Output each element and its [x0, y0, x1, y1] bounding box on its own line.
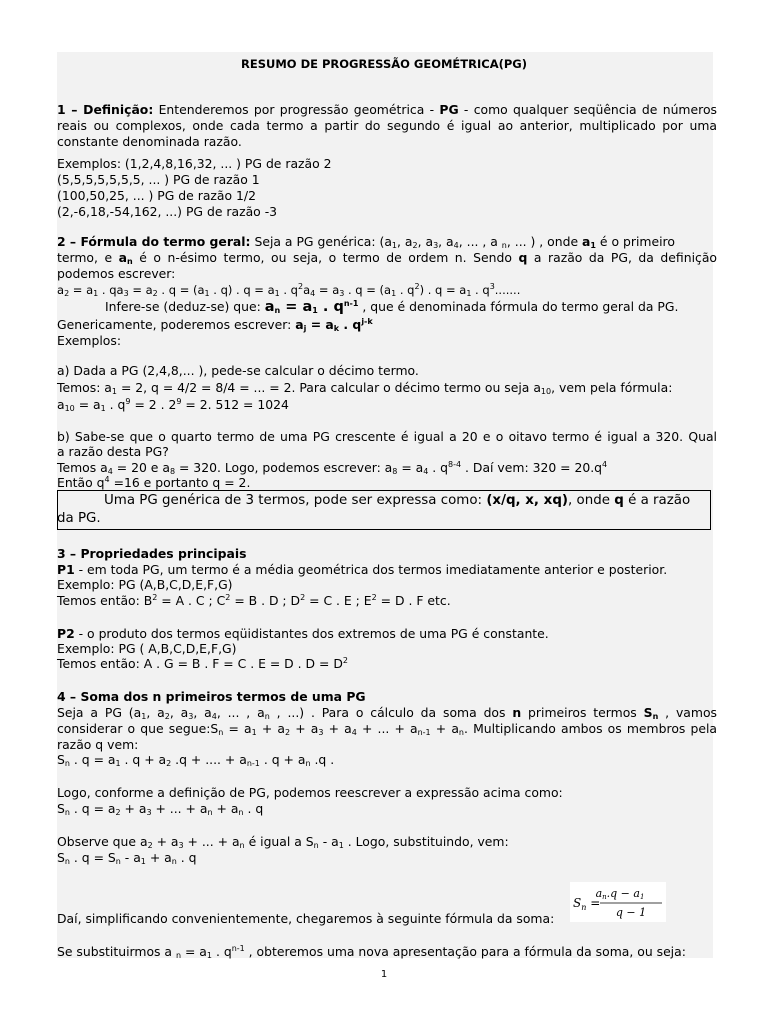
s4-line1: Seja a PG ($a_1$, $a_2$, $a_3$, $a_4$, ... , $a_n$ , ...) . Para o cálculo da soma dos n primeiros termos $S_n$ , vamos — [57, 705, 717, 721]
sum-formula — [570, 882, 666, 922]
s4-line9: Daí, simplificando convenientemente, chegaremos à seguinte fórmula da soma: — [57, 911, 555, 926]
s2-examples-label: Exemplos: — [57, 333, 121, 348]
s4-line5: Logo, conforme a definição de PG, podemos reescrever a expressão acima como: — [57, 785, 563, 800]
box-line1: Uma PG genérica de 3 termos, pode ser expressa como: (x/q, x, xq), onde q é a razão — [104, 493, 691, 508]
s2-ex-b2: a razão desta PG? — [57, 444, 169, 459]
page-title: RESUMO DE PROGRESSÃO GEOMÉTRICA(PG) — [241, 57, 527, 71]
s2-line3: podemos escrever: — [57, 266, 176, 281]
s2-ex-a3: $a_{10} = a_1$ . $q^9 = 2$ . $2^9 = 2$. 512 = 1024 — [57, 397, 289, 413]
s1-example-1: Exemplos: (1,2,4,8,16,32, ... ) PG de razão 2 — [57, 156, 332, 171]
s1-line2: reais ou complexos, onde cada termo a partir do segundo é igual ao anterior, multiplicado por uma — [57, 118, 717, 133]
s4-line10: Se substituirmos a $_n = a_1$ . $q^{n-1}$ , obteremos uma nova apresentação para a fórmula da soma, ou seja: — [57, 944, 686, 960]
s4-line6: $S_n$ . $q = a_2 + a_3$ + ... + $a_n + a_n$ . q — [57, 801, 264, 817]
s3-p1-result: Temos então: $B^2 = A$ . C ; $C^2 = B$ . D ; $D^2 = C$ . E ; $E^2 = D$ . F etc. — [57, 593, 451, 608]
s1-example-3: (100,50,25, ... ) PG de razão 1/2 — [57, 188, 256, 203]
box-line2: da PG. — [57, 511, 101, 526]
s2-recurrence: $a_2 = a_1$ . $qa_3 = a_2$ . $q = (a_1$ . q) . $q = a_1$ . $q^2a_4 = a_3$ . $q = (a_1$ . $q^2$) . $q = a_1$ . $q^3$....... — [57, 282, 521, 298]
s1-example-4: (2,-6,18,-54,162, ...) PG de razão -3 — [57, 204, 278, 219]
general-term-formula: $a_n = a_1$ . $q^{n-1}$ — [264, 299, 359, 315]
s3-p2: P2 - o produto dos termos eqüidistantes dos extremos de uma PG é constante. — [57, 626, 549, 641]
s4-line2: considerar o que $segue:S_n = a_1 + a_2 + a_3 + a_4$ + ... + $a_{n-1} + a_n$. Multiplicando ambos os membros pela — [57, 721, 718, 737]
s2-line2: termo, e $a_n$ é o n-ésimo termo, ou seja, o termo de ordem n. Sendo q a razão da PG, da definição — [57, 250, 718, 266]
s3-p2-result: Temos então: A . G = B . F = C . E = D . $D = D^2$ — [57, 656, 348, 671]
s2-ex-b4: Então $q^4 =16$ e portanto q = 2. — [57, 475, 251, 490]
s4-line4: $S_n$ . $q = a_1$ . $q + a_2$ .q + .... + $a_{n-1}$ . $q + a_n$ .q . — [57, 752, 335, 768]
svg-text:an.q − a1: an.q − a1 — [595, 887, 645, 901]
s3-heading: 3 – Propriedades principais — [57, 546, 247, 561]
s4-heading: 4 – Soma dos n primeiros termos de uma PG — [57, 689, 366, 704]
s2-line1: 2 – Fórmula do termo geral: Seja a PG genérica: ($a_1$, $a_2$, $a_3$, $a_4$, ... , a $_n$, ... ) , onde $a_1$ é o primeiro — [57, 234, 675, 250]
s3-p1: P1 - em toda PG, um termo é a média geométrica dos termos imediatamente anterior e posterior. — [57, 562, 668, 577]
svg-text:Sn =: $S_n$ = — [573, 896, 601, 912]
s4-line3: razão q vem: — [57, 737, 139, 752]
s2-ex-a1: a) Dada a PG (2,4,8,... ), pede-se calcular o décimo termo. — [57, 363, 419, 378]
svg-text:q − 1: q − 1 — [615, 906, 647, 919]
s2-ex-b1: b) Sabe-se que o quarto termo de uma PG crescente é igual a 20 e o oitavo termo é igual a 320. Qual — [57, 429, 717, 444]
s2-generic-line: Genericamente, poderemos escrever: $a_j = a_k$ . $q^{j-k}$ — [57, 317, 373, 333]
s2-infer-line: Infere-se (deduz-se) que: $a_n = a_1$ . $q^{n-1}$ , que é denominada fórmula do termo geral da PG. — [105, 299, 679, 315]
s2-heading: 2 – Fórmula do termo geral: — [57, 234, 251, 249]
s1-line1: 1 – Definição: Entenderemos por progressão geométrica - PG - como qualquer seqüência de números — [57, 102, 717, 117]
s2-ex-a2: Temos: $a_1 = 2$, q = 4/2 = 8/4 = ... = 2. Para calcular o décimo termo ou seja $a_{10}$, vem pela fórmula: — [57, 380, 673, 396]
sum-formula-graphic — [570, 882, 666, 922]
page-number: 1 — [380, 969, 388, 980]
s3-p1-example: Exemplo: PG (A,B,C,D,E,F,G) — [57, 577, 233, 592]
s1-line3: constante denominada razão. — [57, 134, 242, 149]
s3-p2-example: Exemplo: PG ( A,B,C,D,E,F,G) — [57, 641, 237, 656]
s4-line8: $S_n$ . $q = S_n - a_1 + a_n$ . q — [57, 850, 197, 866]
s1-heading: 1 – Definição: — [57, 102, 154, 117]
s2-ex-b3: Temos $a_4 = 20$ e $a_8 = 320$. Logo, podemos escrever: $a_8 = a_4$ . $q^{8-4}$ . Daí vem: $320 = 20.q^4$ — [57, 460, 608, 476]
s1-example-2: (5,5,5,5,5,5,5, ... ) PG de razão 1 — [57, 172, 260, 187]
s4-line7: Observe que $a_2 + a_3$ + ... + $a_n$ é igual a $S_n - a_1$ . Logo, substituindo, vem: — [57, 834, 509, 850]
